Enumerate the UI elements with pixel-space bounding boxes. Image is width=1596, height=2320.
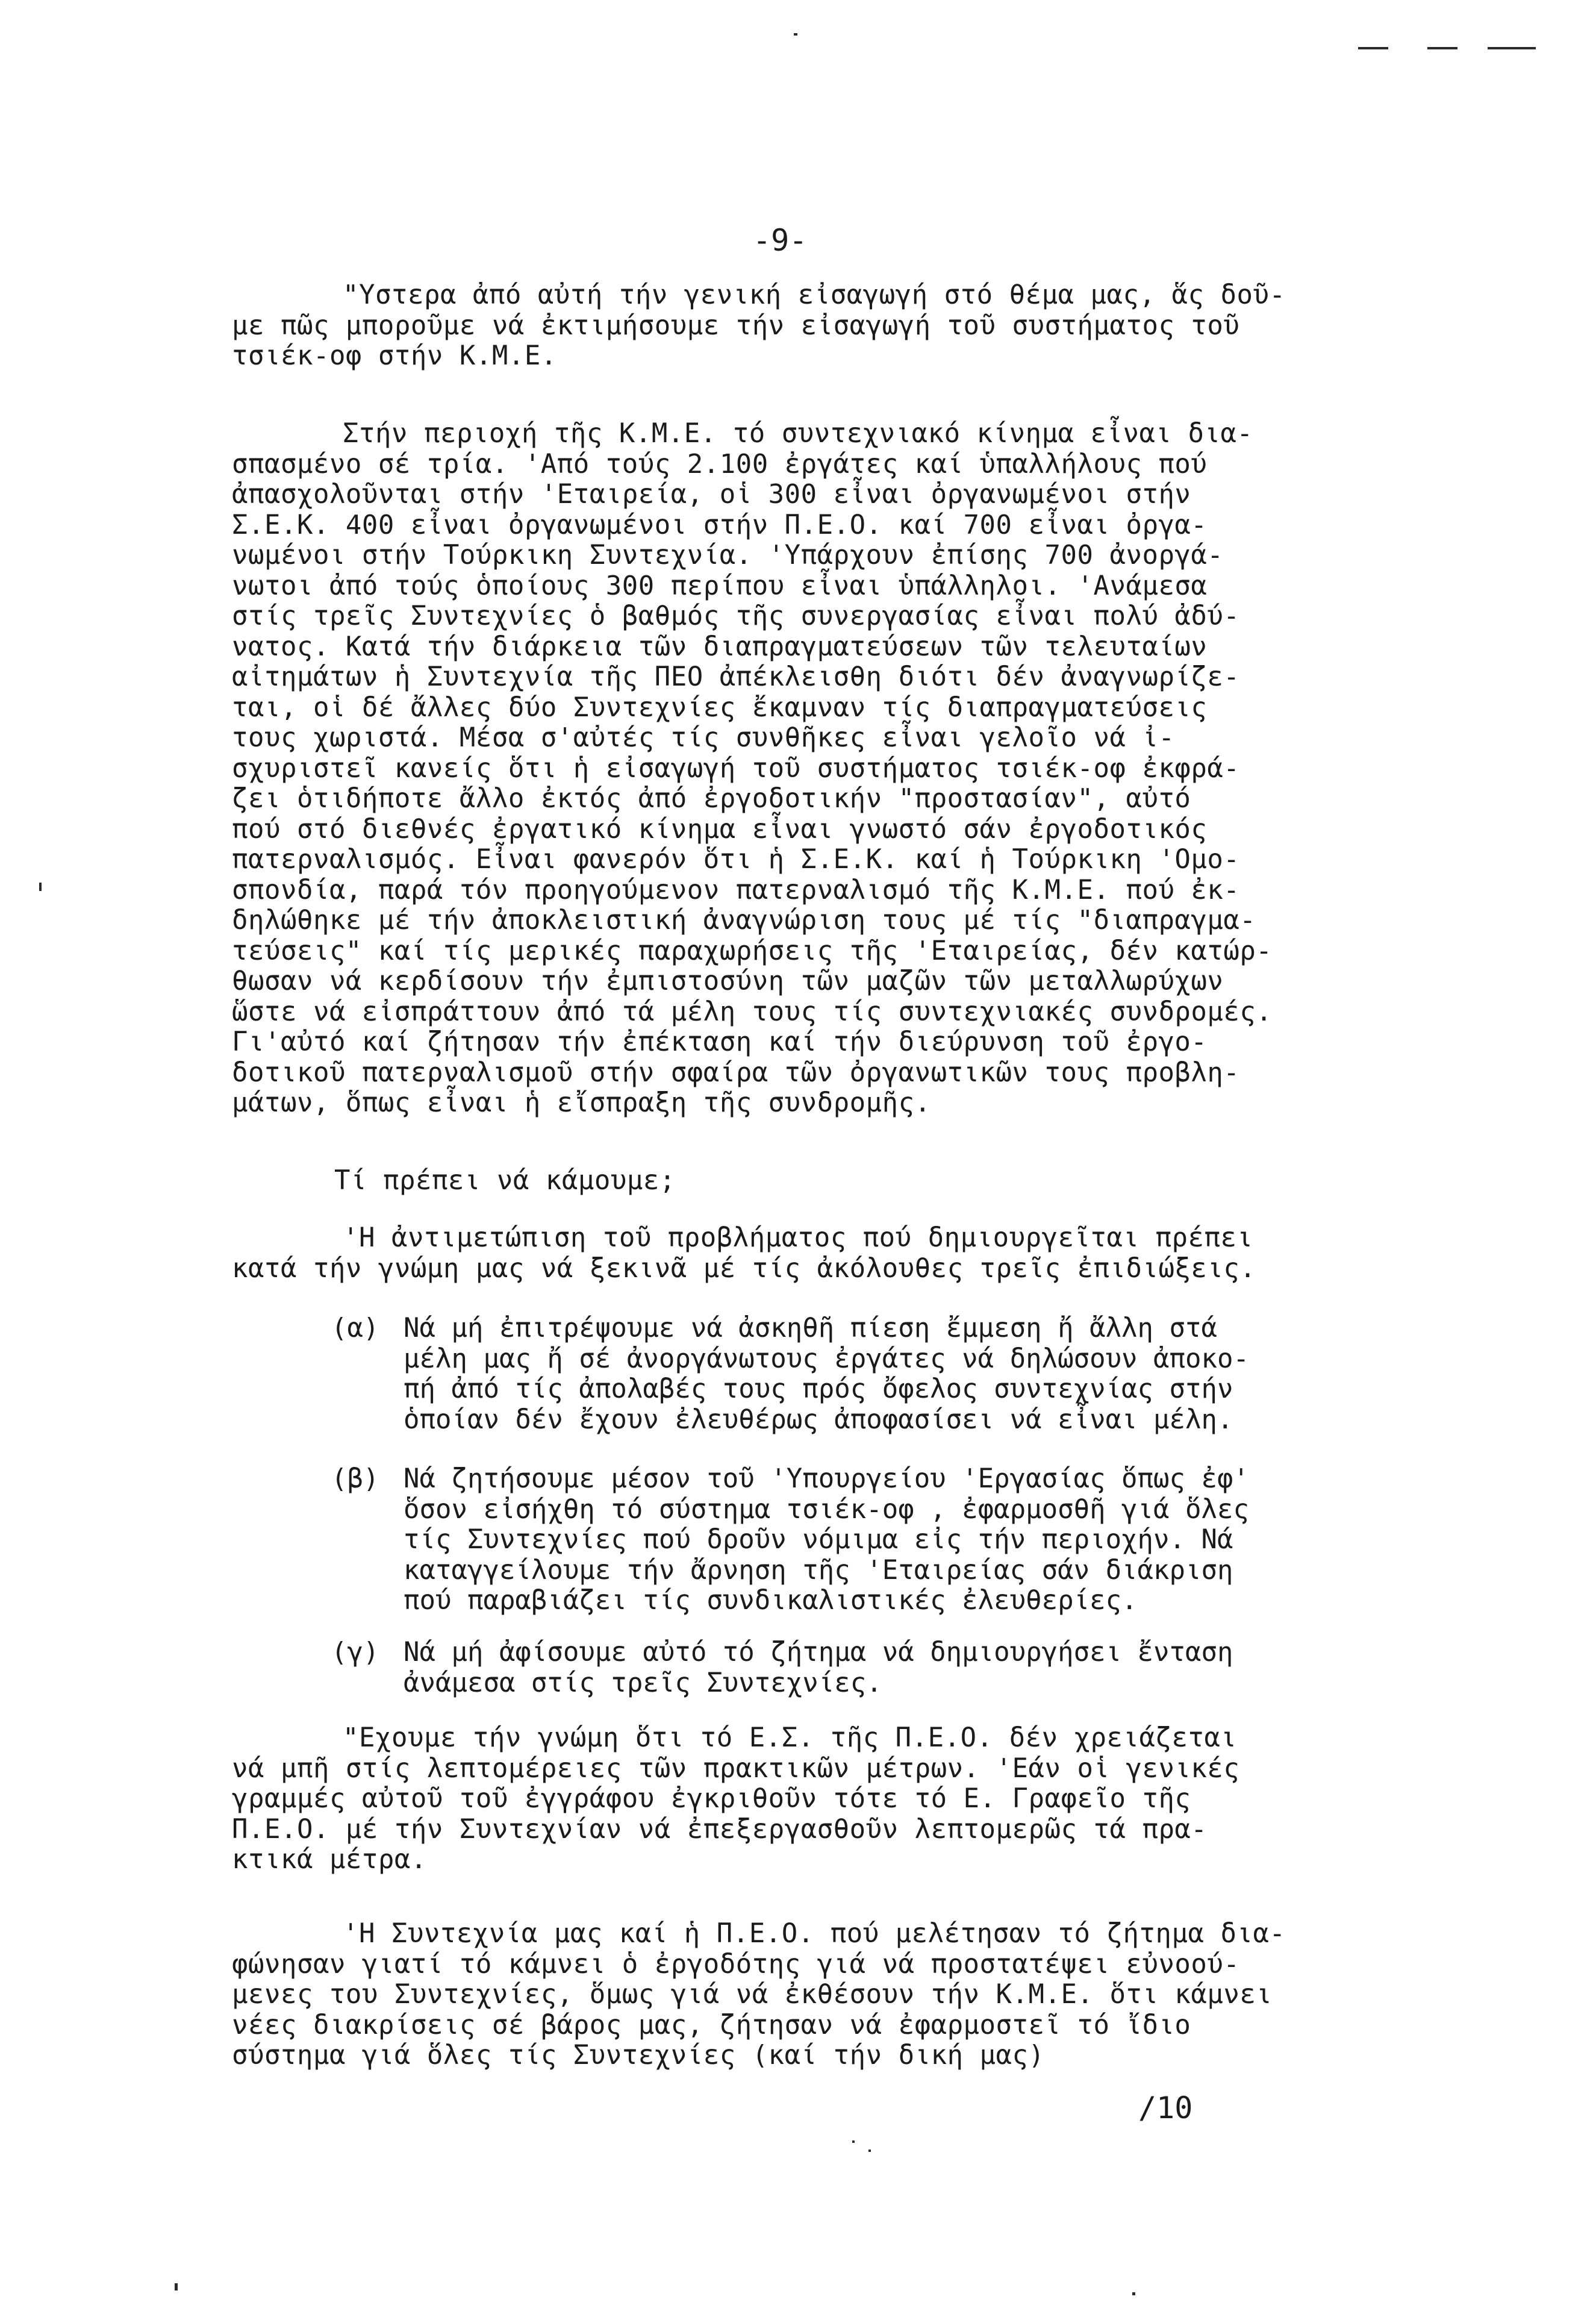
paragraph-union-position: 'Η Συντεχνία μας καί ἡ Π.Ε.Ο. πού μελέτησαν τό ζήτημα δια- φώνησαν γιατί τό κάμνει ὁ ἐργοδότης γιά νά προστατέψει εὐνοού- μενες του Συντεχνίες, ὅμως γιά νά ἐκθέσουν τήν Κ.Μ.Ε. ὅτι κάμνει νέες διακρίσεις σέ βάρος μας, ζήτησαν νά ἐφαρμοστεῖ τό ἴδιο σύστημα γιά ὅλες τίς Συντεχνίες (καί τήν δική μας) [232, 1918, 1286, 2071]
scan-dot [39, 883, 42, 891]
paragraph-union-situation: Στήν περιοχή τῆς Κ.Μ.Ε. τό συντεχνιακό κίνημα εἶναι δια- σπασμένο σέ τρία. 'Από τούς 2.100 ἐργάτες καί ὑπαλλήλους πού ἀπασχολοῦνται στήν 'Εταιρεία, οἱ 300 εἶναι ὀργανωμένοι στήν Σ.Ε.Κ. 400 εἶναι ὀργανωμένοι στήν Π.Ε.Ο. καί 700 εἶναι ὀργα- νωμένοι στήν Τούρκικη Συντεχνία. 'Υπάρχουν ἐπίσης 700 ἀνοργά- νωτοι ἀπό τούς ὁποίους 300 περίπου εἶναι ὑπάλληλοι. 'Ανάμεσα στίς τρεῖς Συντεχνίες ὁ βαθμός τῆς συνεργασίας εἶναι πολύ ἀδύ- νατος. Κατά τήν διάρκεια τῶν διαπραγματεύσεων τῶν τελευταίων αἰτημάτων ἡ Συντεχνία τῆς ΠΕΟ ἀπέκλεισθη διότι δέν ἀναγνωρίζε- ται, οἱ δέ ἄλλες δύο Συντεχνίες ἔκαμναν τίς διαπραγματεύσεις τους χωριστά. Μέσα σ'αὐτές τίς συνθῆκες εἶναι γελοῖο νά ἰ- σχυριστεῖ κανείς ὅτι ἡ εἰσαγωγή τοῦ συστήματος τσιέκ-οφ ἐκφρά- ζει ὁτιδήποτε ἄλλο ἐκτός ἀπό ἐργοδοτικήν "προστασίαν", αὐτό πού στό διεθνές ἐργατικό κίνημα εἶναι γνωστό σάν ἐργοδοτικός πατερναλισμός. Εἶναι φανερόν ὅτι ἡ Σ.Ε.Κ. καί ἡ Τούρκικη 'Ομο- σπονδία, παρά τόν προηγούμενον πατερναλισμό τῆς Κ.Μ.Ε. πού ἐκ- δηλώθηκε μέ τήν ἀποκλειστική ἀναγνώριση τους μέ τίς "διαπραγμα- τεύσεις" καί τίς μερικές παραχωρήσεις τῆς 'Εταιρείας, δέν κατώρ- θωσαν νά κερδίσουν τήν ἐμπιστοσύνη τῶν μαζῶν τῶν μεταλλωρύχων ὥστε νά εἰσπράττουν ἀπό τά μέλη τους τίς συντεχνιακές συνδρομές. Γι'αὐτό καί ζήτησαν τήν ἐπέκταση καί τήν διεύρυνση τοῦ ἐργο- δοτικοῦ πατερναλισμοῦ στήν σφαίρα τῶν ὀργανωτικῶν τους προβλη- μάτων, ὅπως εἶναι ἡ εἴσπραξη τῆς συνδρομῆς. [232, 418, 1273, 1118]
scan-dot [852, 2140, 855, 2143]
paragraph-executive-note: "Εχουμε τήν γνώμη ὅτι τό Ε.Σ. τῆς Π.Ε.Ο. δέν χρειάζεται νά μπῆ στίς λεπτομέρειες τῶν πρακτικῶν μέτρων. 'Εάν οἱ γενικές γραμμές αὐτοῦ τοῦ ἐγγράφου ἐγκριθοῦν τότε τό Ε. Γραφεῖο τῆς Π.Ε.Ο. μέ τήν Συντεχνίαν νά ἐπεξεργασθοῦν λεπτομερῶς τά πρα- κτικά μέτρα. [232, 1722, 1240, 1875]
paragraph-question: Τί πρέπει νά κάμουμε; [334, 1165, 676, 1196]
objective-label: (α) [331, 1313, 379, 1343]
objective-label: (β) [331, 1463, 379, 1494]
objective-text: Νά μή ἀφίσουμε αὐτό τό ζήτημα νά δημιουργήσει ἔνταση ἀνάμεσα στίς τρεῖς Συντεχνίες. [404, 1637, 1233, 1698]
scan-dot [868, 2150, 871, 2152]
scan-dash [1488, 47, 1536, 49]
continuation-marker: /10 [1138, 2090, 1193, 2125]
paragraph-intro: "Υστερα ἀπό αὐτή τήν γενική εἰσαγωγή στό θέμα μας, ἅς δοῦ- με πῶς μποροῦμε νά ἐκτιμήσουμε τήν εἰσαγωγή τοῦ συστήματος τοῦ τσιέκ-οφ στήν Κ.Μ.Ε. [232, 280, 1286, 371]
paragraph-objectives-intro: 'Η ἀντιμετώπιση τοῦ προβλήματος πού δημιουργεῖται πρέπει κατά τήν γνώμη μας νά ξεκινᾶ μέ τίς ἀκόλουθες τρεῖς ἐπιδιώξεις. [232, 1222, 1256, 1284]
scan-dash [1358, 47, 1388, 49]
page-number: -9- [753, 223, 808, 258]
objective-text: Νά μή ἐπιτρέψουμε νά ἀσκηθῆ πίεση ἔμμεση ἤ ἄλλη στά μέλη μας ἤ σέ ἀνοργάνωτους ἐργάτες νά δηλώσουν ἀποκο- πή ἀπό τίς ἀπολαβές τους πρός ὄφελος συντεχνίας στήν ὁποίαν δέν ἔχουν ἐλευθέρως ἀποφασίσει νά εἶναι μέλη. [404, 1313, 1249, 1435]
objective-text: Νά ζητήσουμε μέσον τοῦ 'Υπουργείου 'Εργασίας ὅπως ἐφ' ὅσον εἰσήχθη τό σύστημα τσιέκ-οφ , ἐφαρμοσθῆ γιά ὅλες τίς Συντεχνίες πού δροῦν νόμιμα εἰς τήν περιοχήν. Νά καταγγείλουμε τήν ἄρνηση τῆς 'Εταιρείας σάν διάκριση πού παραβιάζει τίς συνδικαλιστικές ἐλευθερίες. [404, 1463, 1249, 1616]
scan-dash [1427, 47, 1457, 49]
scan-dot [794, 33, 797, 36]
objective-label: (γ) [331, 1637, 379, 1668]
scan-dot [175, 2283, 178, 2290]
scan-dot [1132, 2292, 1135, 2295]
